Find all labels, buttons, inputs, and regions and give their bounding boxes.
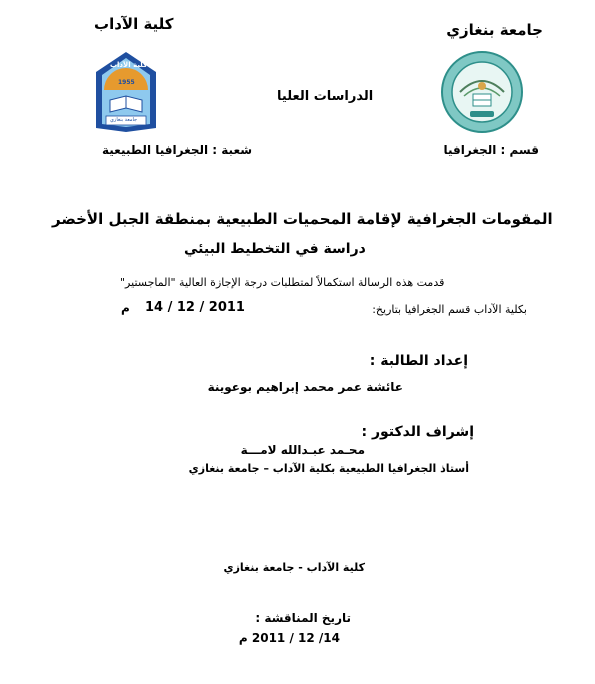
division-label: شعبة : الجغرافيا الطبيعية [102, 143, 253, 157]
university-name: جامعة بنغازي [446, 21, 543, 39]
supervisor-title: أستاذ الجغرافيا الطبيعية بكلية الآداب – جامعة بنغازي [188, 462, 469, 475]
department-label: قسم : الجغرافيا [443, 143, 539, 157]
supervisor-label: إشراف الدكتور : [361, 424, 474, 440]
supervisor-name: محـمد عبـدالله لامـــة [240, 443, 365, 457]
submission-note: قدمت هذه الرسالة استكمالاً لمتطلبات درجة الإجازة العالية "الماجستير" [120, 276, 445, 289]
student-name: عائشة عمر محمد إبراهيم بوعوينة [207, 380, 403, 394]
defense-date: 14/ 12 / 2011 م [238, 631, 340, 645]
defense-date-label: تاريخ المناقشة : [255, 611, 351, 625]
student-label: إعداد الطالبة : [369, 353, 468, 369]
thesis-title: المقومات الجغرافية لإقامة المحميات الطبيعية بمنطقة الجبل الأخضر [52, 210, 553, 228]
thesis-subtitle: دراسة في التخطيط البيئي [184, 241, 366, 257]
submission-place: بكلية الآداب قسم الجغرافيا بتاريخ: [372, 303, 527, 316]
faculty-logo-bottom-text: جامعة بنغازي [110, 117, 138, 123]
faculty-logo [92, 50, 160, 134]
footer-institution: كلية الآداب - جامعة بنغازي [223, 561, 365, 574]
faculty-name: كلية الآداب [94, 15, 174, 33]
faculty-logo-year: 1955 [118, 79, 135, 86]
faculty-logo-top-text: كلية الآداب [110, 61, 148, 69]
submission-date-suffix: م [121, 301, 130, 315]
university-seal [440, 50, 524, 134]
submission-date: 14 / 12 / 2011 [145, 300, 245, 315]
graduate-studies-title: الدراسات العليا [277, 89, 374, 104]
